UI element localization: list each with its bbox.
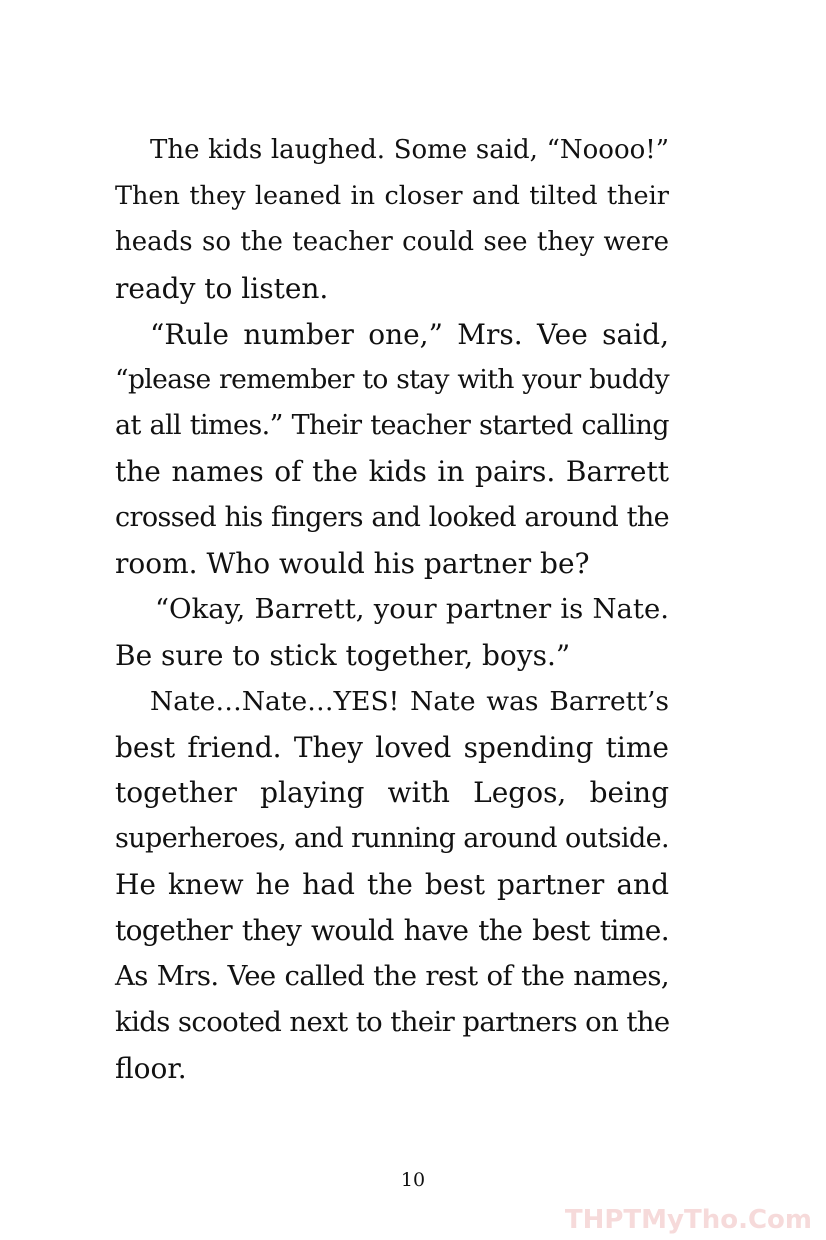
body-text — [115, 128, 669, 1092]
text-line: at all times.” Their teacher started calling — [115, 410, 669, 442]
paragraph-3 — [115, 587, 669, 679]
text-line: ready to listen. — [115, 271, 329, 305]
text-line: As Mrs. Vee called the rest of the names, — [115, 960, 669, 993]
text-line: heads so the teacher could see they were — [115, 226, 669, 257]
text-line: He knew he had the best partner and — [115, 868, 669, 902]
text-line: The kids laughed. Some said, “Noooo!” — [150, 135, 669, 165]
text-line: together they would have the best time. — [115, 914, 669, 948]
paragraph-1 — [115, 128, 669, 312]
watermark: THPTMyTho.Com — [564, 1205, 812, 1235]
text-line: Be sure to stick together, boys.” — [115, 638, 571, 672]
text-line: Nate…Nate…YES! Nate was Barrett’s — [150, 685, 669, 717]
paragraph-4 — [115, 679, 669, 1092]
text-line: floor. — [115, 1051, 187, 1085]
page-number: 10 — [400, 1169, 426, 1191]
paragraph-2 — [115, 312, 669, 587]
text-line: “please remember to stay with your buddy — [115, 364, 669, 396]
text-line: kids scooted next to their partners on the — [115, 1005, 670, 1038]
text-line: “Okay, Barrett, your partner is Nate. — [155, 592, 669, 625]
text-line: superheroes, and running around outside. — [115, 823, 669, 855]
text-line: “Rule number one,” Mrs. Vee said, — [150, 317, 669, 351]
text-line: crossed his fingers and looked around the — [115, 502, 669, 534]
text-line: the names of the kids in pairs. Barrett — [115, 455, 669, 489]
text-line: together playing with Legos, being — [115, 776, 669, 810]
text-line: room. Who would his partner be? — [115, 547, 590, 581]
text-line: best friend. They loved spending time — [115, 730, 669, 764]
text-line: Then they leaned in closer and tilted their — [115, 180, 669, 211]
